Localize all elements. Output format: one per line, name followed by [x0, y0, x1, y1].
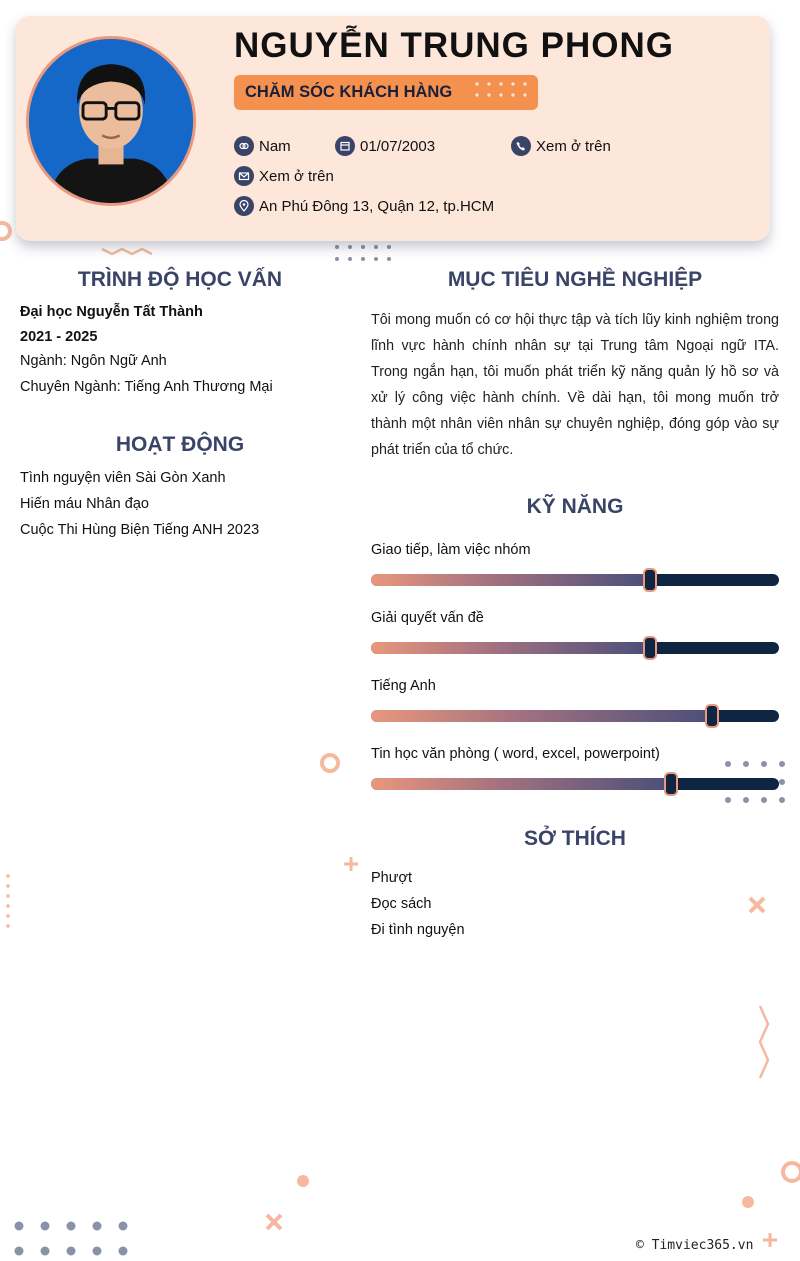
hobby-item: Phượt — [371, 870, 412, 886]
education-school: Đại học Nguyễn Tất Thành — [20, 304, 203, 320]
birthdate-info — [335, 136, 435, 156]
mail-icon — [234, 166, 254, 186]
skill-bar — [371, 642, 779, 654]
email-value: Xem ở trên — [259, 167, 334, 185]
phone-icon — [511, 136, 531, 156]
skill-label: Tiếng Anh — [371, 678, 436, 694]
gender-value: Nam — [259, 137, 291, 155]
phone-value: Xem ở trên — [536, 137, 611, 155]
skill-label: Giải quyết vấn đề — [371, 610, 484, 626]
skill-bar-knob — [705, 704, 719, 728]
email-info — [234, 166, 334, 186]
education-years: 2021 - 2025 — [20, 329, 98, 345]
activity-item: Cuộc Thi Hùng Biện Tiếng ANH 2023 — [20, 522, 260, 538]
hobby-item: Đọc sách — [371, 896, 432, 912]
skill-bar-fill — [371, 778, 671, 790]
education-title: TRÌNH ĐỘ HỌC VẤN — [77, 268, 283, 291]
job-title: CHĂM SÓC KHÁCH HÀNG — [245, 83, 453, 101]
address-info — [234, 196, 494, 216]
skill-bar-knob — [643, 568, 657, 592]
skill-bar — [371, 778, 779, 790]
calendar-icon — [335, 136, 355, 156]
activity-item: Hiến máu Nhân đạo — [20, 496, 149, 512]
badge-dots-decoration — [474, 81, 530, 103]
activity-item: Tình nguyện viên Sài Gòn Xanh — [20, 470, 226, 486]
gender-info — [234, 136, 291, 156]
objective-text: Tôi mong muốn có cơ hội thực tập và tích lũy kinh nghiệm trong lĩnh vực hành chính nhân sự tại Trung tâm Ngoại ngữ ITA. Trong ngắn hạn, tôi muốn phát triển kỹ năng quản lý hồ sơ và xử lý công việc hành chính. Về dài hạn, tôi mong muốn trở thành một nhân viên nhân sự chuyên nghiệp, đóng góp vào sự phát triển của tổ chức. — [371, 312, 779, 458]
skill-bar — [371, 710, 779, 722]
address-value: An Phú Đông 13, Quận 12, tp.HCM — [259, 197, 495, 215]
gender-icon — [234, 136, 254, 156]
objective-title: MỤC TIÊU NGHỀ NGHIỆP — [447, 268, 703, 291]
job-title-badge — [234, 75, 538, 110]
skill-bar-knob — [643, 636, 657, 660]
education-major: Ngành: Ngôn Ngữ Anh — [20, 353, 167, 369]
profile-photo — [29, 39, 193, 203]
skill-bar-fill — [371, 642, 650, 654]
skills-title: KỸ NĂNG — [526, 495, 624, 518]
skill-bar-fill — [371, 710, 712, 722]
watermark: © Timviec365.vn — [636, 1238, 754, 1253]
skill-label: Tin học văn phòng ( word, excel, powerpoint) — [371, 746, 660, 762]
avatar — [26, 36, 196, 206]
phone-info — [511, 136, 611, 156]
activities-title: HOẠT ĐỘNG — [115, 433, 245, 456]
education-specialization: Chuyên Ngành: Tiếng Anh Thương Mại — [20, 379, 273, 395]
skill-label: Giao tiếp, làm việc nhóm — [371, 542, 531, 558]
skill-bar-fill — [371, 574, 650, 586]
hobby-item: Đi tình nguyện — [371, 922, 465, 938]
location-pin-icon — [234, 196, 254, 216]
candidate-name: NGUYỄN TRUNG PHONG — [234, 26, 674, 65]
skill-bar-knob — [664, 772, 678, 796]
hobbies-title: SỞ THÍCH — [524, 827, 626, 850]
birthdate-value: 01/07/2003 — [360, 137, 436, 155]
skill-bar — [371, 574, 779, 586]
